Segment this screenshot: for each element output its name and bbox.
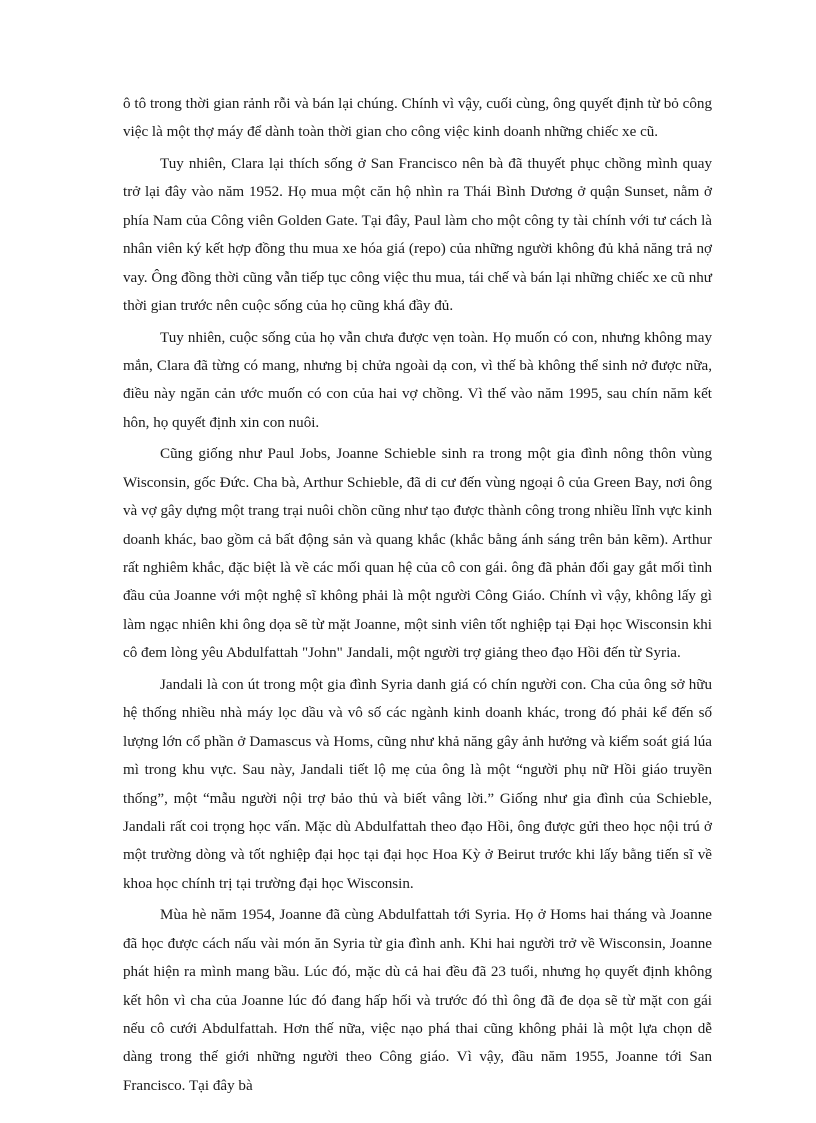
body-text — [123, 90, 712, 1103]
paragraph-jandali-family: Jandali là con út trong một gia đình Syria danh giá có chín người con. Cha của ông sở hữu hệ thống nhiều nhà máy lọc dầu và vô số các ngành kinh doanh khác, trong đó phải kể đến số lượng lớn cổ phần ở Damascus và Homs, cũng như khả năng gây ảnh hưởng và kiểm soát giá lúa mì trong khu vực. Sau này, Jandali tiết lộ mẹ của ông là một “người phụ nữ Hồi giáo truyền thống”, một “mẫu người nội trợ bảo thủ và biết vâng lời.” Giống như gia đình của Schieble, Jandali rất coi trọng học vấn. Mặc dù Abdulfattah theo đạo Hồi, ông được gửi theo học nội trú ở một trường dòng và tốt nghiệp đại học tại đại học Hoa Kỳ ở Beirut trước khi lấy bằng tiến sĩ về khoa học chính trị tại trường đại học Wisconsin. — [123, 676, 712, 892]
paragraph-joanne-schieble: Cũng giống như Paul Jobs, Joanne Schieble sinh ra trong một gia đình nông thôn vùng Wisconsin, gốc Đức. Cha bà, Arthur Schieble, đã di cư đến vùng ngoại ô của Green Bay, nơi ông và vợ gây dựng một trang trại nuôi chồn cũng như tạo được thành công trong nhiều lĩnh vực kinh doanh khác, bao gồm cả bất động sản và quang khắc (khắc bằng ánh sáng trên bản kẽm). Arthur rất nghiêm khắc, đặc biệt là về các mối quan hệ của cô con gái. ông đã phản đối gay gắt mối tình đầu của Joanne với một nghệ sĩ không phải là một người Công Giáo. Chính vì vậy, không lấy gì làm ngạc nhiên khi ông dọa sẽ từ mặt Joanne, một sinh viên tốt nghiệp tại Đại học Wisconsin khi cô đem lòng yêu Abdulfattah "John" Jandali, một người trợ giảng theo đạo Hồi đến từ Syria. — [123, 446, 712, 662]
paragraph-continuation: ô tô trong thời gian rảnh rỗi và bán lại chúng. Chính vì vậy, cuối cùng, ông quyết định từ bỏ công việc là một thợ máy để dành toàn thời gian cho công việc kinh doanh những chiếc xe cũ. — [123, 96, 712, 141]
paragraph-adoption-decision: Tuy nhiên, cuộc sống của họ vẫn chưa được vẹn toàn. Họ muốn có con, nhưng không may mắn, Clara đã từng có mang, nhưng bị chửa ngoài dạ con, vì thế bà không thể sinh nở được nữa, điều này ngăn cản ước muốn có con của hai vợ chồng. Vì thế vào năm 1995, sau chín năm kết hôn, họ quyết định xin con nuôi. — [123, 329, 712, 431]
paragraph-clara-san-francisco: Tuy nhiên, Clara lại thích sống ở San Francisco nên bà đã thuyết phục chồng mình quay trở lại đây vào năm 1952. Họ mua một căn hộ nhìn ra Thái Bình Dương ở quận Sunset, nằm ở phía Nam của Công viên Golden Gate. Tại đây, Paul làm cho một công ty tài chính với tư cách là nhân viên ký kết hợp đồng thu mua xe hóa giá (repo) của những người không đủ khả năng trả nợ vay. Ông đồng thời cũng vẫn tiếp tục công việc thu mua, tái chế và bán lại những chiếc xe cũ như thời gian trước nên cuộc sống của họ cũng khá đầy đủ. — [123, 156, 712, 315]
paragraph-summer-1954: Mùa hè năm 1954, Joanne đã cùng Abdulfattah tới Syria. Họ ở Homs hai tháng và Joanne đã học được cách nấu vài món ăn Syria từ gia đình anh. Khi hai người trở về Wisconsin, Joanne phát hiện ra mình mang bầu. Lúc đó, mặc dù cả hai đều đã 23 tuổi, nhưng họ quyết định không kết hôn vì cha của Joanne lúc đó đang hấp hối và trước đó thì ông đã đe dọa sẽ từ mặt con gái nếu cô cưới Abdulfattah. Hơn thế nữa, việc nạo phá thai cũng không phải là một lựa chọn dễ dàng trong thế giới những người theo Công giáo. Vì vậy, đầu năm 1955, Joanne tới San Francisco. Tại đây bà — [123, 907, 712, 1094]
